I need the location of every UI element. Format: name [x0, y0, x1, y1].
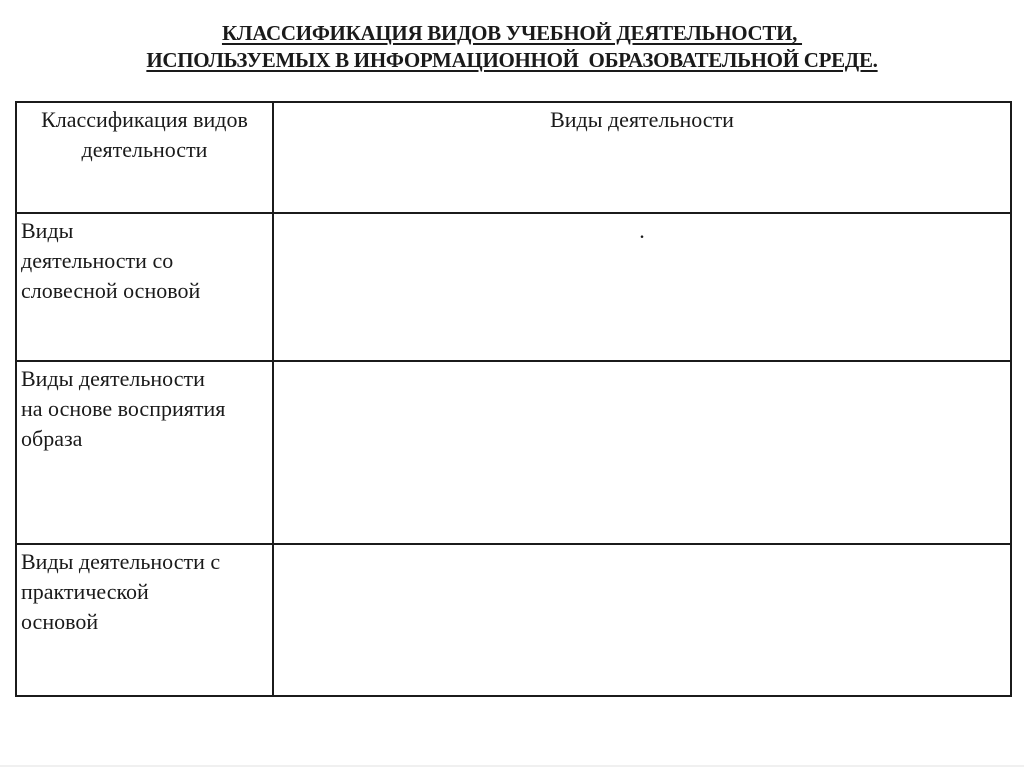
activities-cell-verbal: .: [273, 213, 1011, 361]
activities-cell-image-perception: [273, 361, 1011, 544]
activities-cell-practical: [273, 544, 1011, 696]
classification-cell-practical: Виды деятельности с практической основой: [16, 544, 273, 696]
header-cell-activities: Виды деятельности: [273, 102, 1011, 213]
table-row: [16, 213, 1011, 361]
classification-cell-image-perception: Виды деятельности на основе восприятия образа: [16, 361, 273, 544]
page-title: КЛАССИФИКАЦИЯ ВИДОВ УЧЕБНОЙ ДЕЯТЕЛЬНОСТИ, ИСПОЛЬЗУЕМЫХ В ИНФОРМАЦИОННОЙ ОБРАЗОВАТЕЛЬНОЙ СРЕДЕ.: [146, 21, 878, 72]
table-row: [16, 361, 1011, 544]
header-cell-classification: Классификация видов деятельности: [16, 102, 273, 213]
table-row: [16, 544, 1011, 696]
table-header-row: [16, 102, 1011, 213]
classification-table: [15, 101, 1012, 697]
classification-cell-verbal: Виды деятельности со словесной основой: [16, 213, 273, 361]
